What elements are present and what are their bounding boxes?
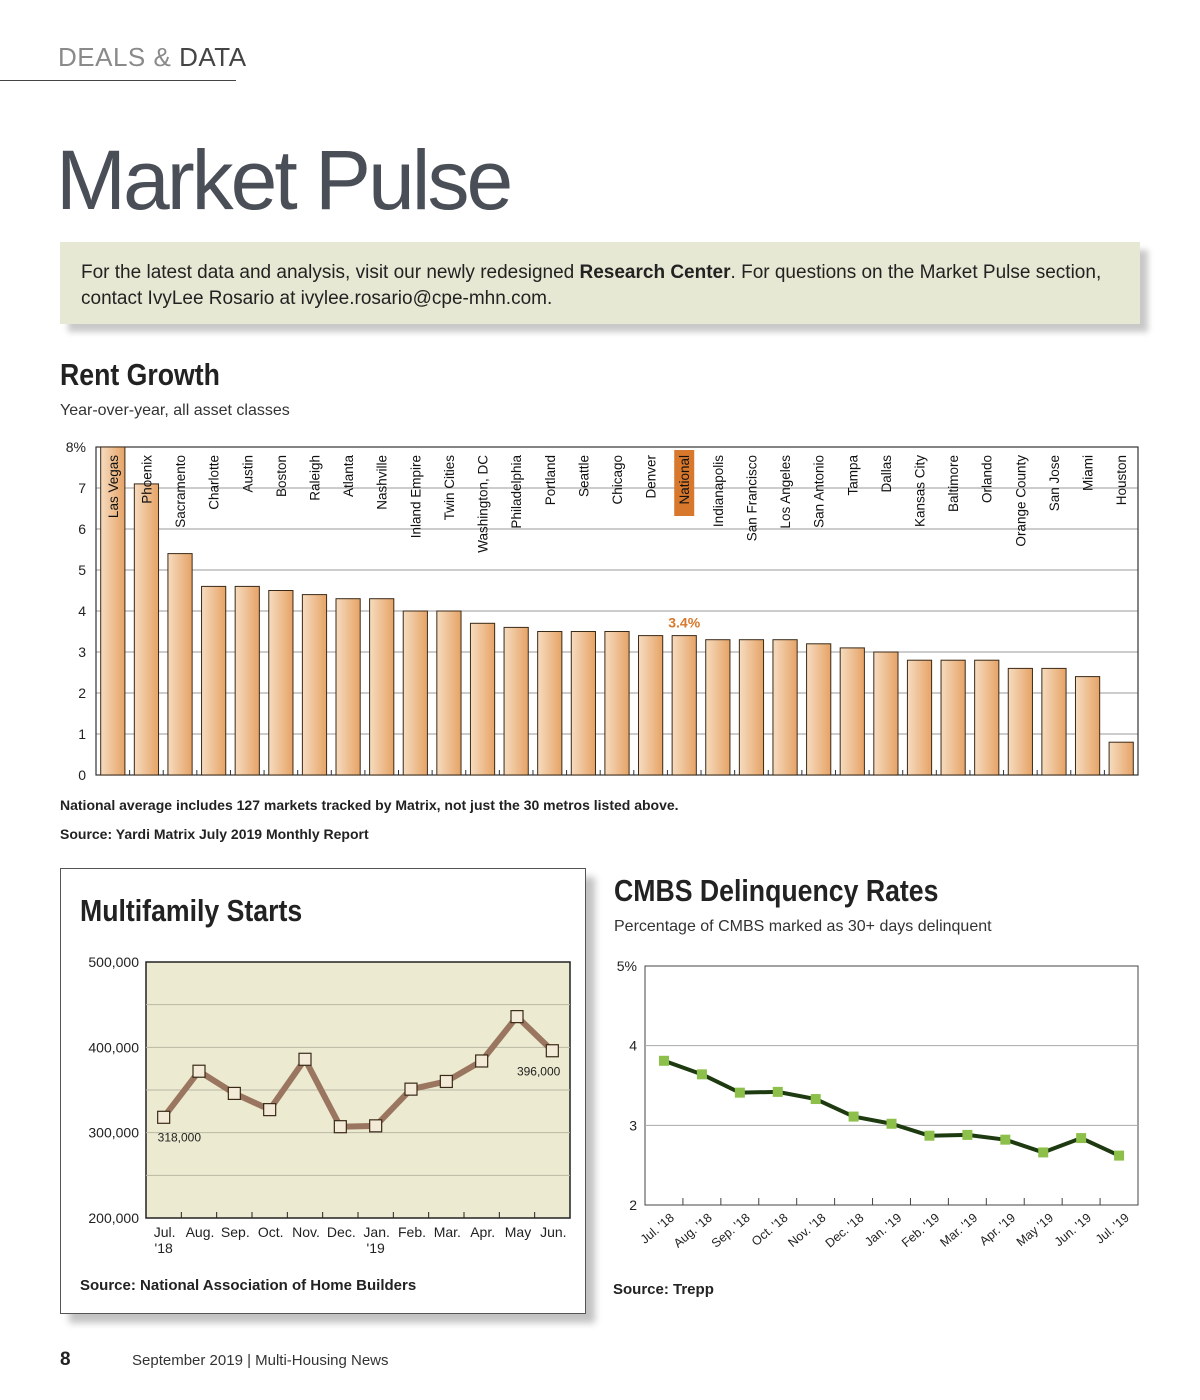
- y-tick-label: 1: [78, 726, 86, 742]
- x-tick-label: Oct. '18: [748, 1210, 791, 1249]
- x-tick-label: Feb. '19: [899, 1210, 943, 1251]
- data-point: [811, 1094, 821, 1104]
- category-label: Nashville: [374, 455, 390, 510]
- data-point: [849, 1112, 859, 1122]
- category-label: Kansas City: [912, 455, 928, 528]
- x-tick-label: Sep.: [220, 1224, 250, 1240]
- y-tick-label: 6: [78, 521, 86, 537]
- category-label: Atlanta: [341, 455, 357, 498]
- x-tick-label: Sep. '18: [708, 1210, 753, 1251]
- category-label: Baltimore: [946, 455, 962, 513]
- section-tag-bold: DATA: [179, 42, 247, 72]
- category-label: National: [677, 455, 693, 505]
- data-point: [773, 1087, 783, 1097]
- data-point: [887, 1119, 897, 1129]
- y-tick-label: 3: [78, 644, 86, 660]
- research-center-link[interactable]: Research Center: [579, 262, 731, 283]
- x-tick-label: Apr.: [470, 1224, 496, 1240]
- data-label: 318,000: [157, 1130, 202, 1145]
- y-tick-label: 5: [78, 562, 86, 578]
- category-label: San Jose: [1046, 455, 1062, 512]
- y-tick-label: 500,000: [88, 954, 139, 970]
- data-point: [924, 1131, 934, 1141]
- x-tick-label: Oct.: [257, 1224, 284, 1240]
- section-tag-light: DEALS &: [58, 42, 180, 72]
- info-text-part-1: For the latest data and analysis, visit our newly redesigned: [81, 262, 580, 283]
- rent-growth-source: Source: Yardi Matrix July 2019 Monthly Report: [60, 826, 369, 842]
- y-tick-label: 5%: [616, 958, 637, 974]
- category-label: Tampa: [845, 455, 861, 496]
- multifamily-starts-title: Multifamily Starts: [80, 893, 303, 928]
- y-tick-label: 400,000: [88, 1039, 139, 1056]
- category-label: Chicago: [610, 455, 625, 505]
- info-text-part-2: . For questions on the Market Pulse section, contact IvyLee Rosario at ivylee.rosario@cpe-mhn.com.: [81, 262, 1102, 309]
- category-label: Philadelphia: [509, 455, 525, 529]
- category-label: Portland: [542, 455, 558, 506]
- category-label: Phoenix: [139, 455, 155, 504]
- y-tick-label: 2: [629, 1197, 637, 1213]
- category-label: Indianapolis: [710, 455, 726, 528]
- page-title: Market Pulse: [56, 133, 511, 227]
- category-label: Dallas: [878, 455, 894, 493]
- x-tick-label: Jul. '19: [1092, 1210, 1132, 1247]
- category-label: Sacramento: [173, 455, 189, 528]
- x-tick-label: Mar. '19: [937, 1210, 981, 1250]
- cmbs-source: Source: Trepp: [613, 1281, 714, 1298]
- y-tick-label: 4: [629, 1037, 637, 1054]
- x-tick-label-year: '19: [366, 1240, 385, 1256]
- x-tick-label: May: [504, 1224, 532, 1240]
- category-label: Miami: [1080, 455, 1096, 491]
- category-label: Orange County: [1013, 455, 1029, 547]
- x-tick-label: Nov.: [292, 1224, 320, 1240]
- y-tick-label: 300,000: [88, 1124, 139, 1141]
- x-tick-label: Mar.: [433, 1224, 461, 1240]
- y-tick-label: 200,000: [88, 1210, 139, 1226]
- category-label: Houston: [1114, 455, 1130, 506]
- x-tick-label: Jan.: [363, 1224, 390, 1240]
- category-label: San Francisco: [744, 455, 760, 542]
- x-tick-label: Dec. '18: [822, 1210, 867, 1251]
- category-label: Charlotte: [206, 455, 222, 510]
- x-tick-label: Aug.: [185, 1224, 215, 1240]
- data-point: [1000, 1135, 1010, 1145]
- data-point: [1038, 1147, 1048, 1157]
- page-number: 8: [60, 1349, 71, 1370]
- category-label: Raleigh: [307, 455, 323, 501]
- x-tick-label: Jan. '19: [862, 1210, 905, 1250]
- category-label: San Antonio: [811, 455, 827, 528]
- category-label: Orlando: [979, 455, 995, 504]
- x-tick-label: Nov. '18: [785, 1210, 829, 1250]
- data-point: [1076, 1133, 1086, 1143]
- cmbs-subtitle: Percentage of CMBS marked as 30+ days delinquent: [614, 918, 992, 935]
- y-tick-label: 4: [78, 603, 86, 619]
- category-label: Denver: [643, 455, 659, 499]
- x-tick-label: Jun. '19: [1051, 1210, 1095, 1250]
- highlight-value-label: 3.4%: [668, 614, 701, 631]
- multifamily-starts-source: Source: National Association of Home Builders: [80, 1277, 417, 1294]
- x-tick-label: Aug. '18: [670, 1210, 715, 1251]
- category-label: Los Angeles: [778, 455, 794, 529]
- x-tick-label: May '19: [1013, 1210, 1057, 1250]
- data-label: 396,000: [516, 1064, 561, 1079]
- data-point: [735, 1088, 745, 1098]
- rent-growth-note: National average includes 127 markets tracked by Matrix, not just the 30 metros listed above.: [60, 797, 679, 813]
- y-tick-label: 3: [629, 1117, 637, 1134]
- footer-publication: September 2019 | Multi-Housing News: [132, 1352, 389, 1369]
- cmbs-title: CMBS Delinquency Rates: [614, 873, 939, 908]
- x-tick-label: Jun.: [540, 1224, 567, 1240]
- y-tick-label: 8%: [65, 439, 86, 455]
- category-label: Austin: [240, 455, 256, 493]
- data-point: [659, 1056, 669, 1066]
- plot-frame: [645, 966, 1138, 1205]
- y-tick-label: 0: [78, 767, 86, 783]
- x-tick-label: Feb.: [397, 1224, 427, 1240]
- x-tick-label: Jul. '18: [637, 1210, 677, 1247]
- y-tick-label: 7: [78, 480, 86, 496]
- data-point: [962, 1130, 972, 1140]
- x-tick-label: Jul.: [153, 1224, 176, 1240]
- category-label: Washington, DC: [475, 455, 491, 553]
- category-label: Inland Empire: [408, 455, 424, 539]
- category-label: Las Vegas: [105, 455, 121, 519]
- y-tick-label: 2: [78, 685, 86, 701]
- category-label: Seattle: [576, 455, 592, 498]
- x-tick-label: Dec.: [326, 1224, 356, 1240]
- rent-growth-title: Rent Growth: [60, 357, 220, 392]
- data-point: [1114, 1151, 1124, 1161]
- category-label: Boston: [273, 455, 289, 498]
- data-point: [697, 1069, 707, 1079]
- x-tick-label: Apr. '19: [976, 1210, 1019, 1249]
- rent-growth-subtitle: Year-over-year, all asset classes: [60, 402, 290, 419]
- category-label: Twin Cities: [441, 455, 457, 521]
- x-tick-label-year: '18: [154, 1240, 173, 1256]
